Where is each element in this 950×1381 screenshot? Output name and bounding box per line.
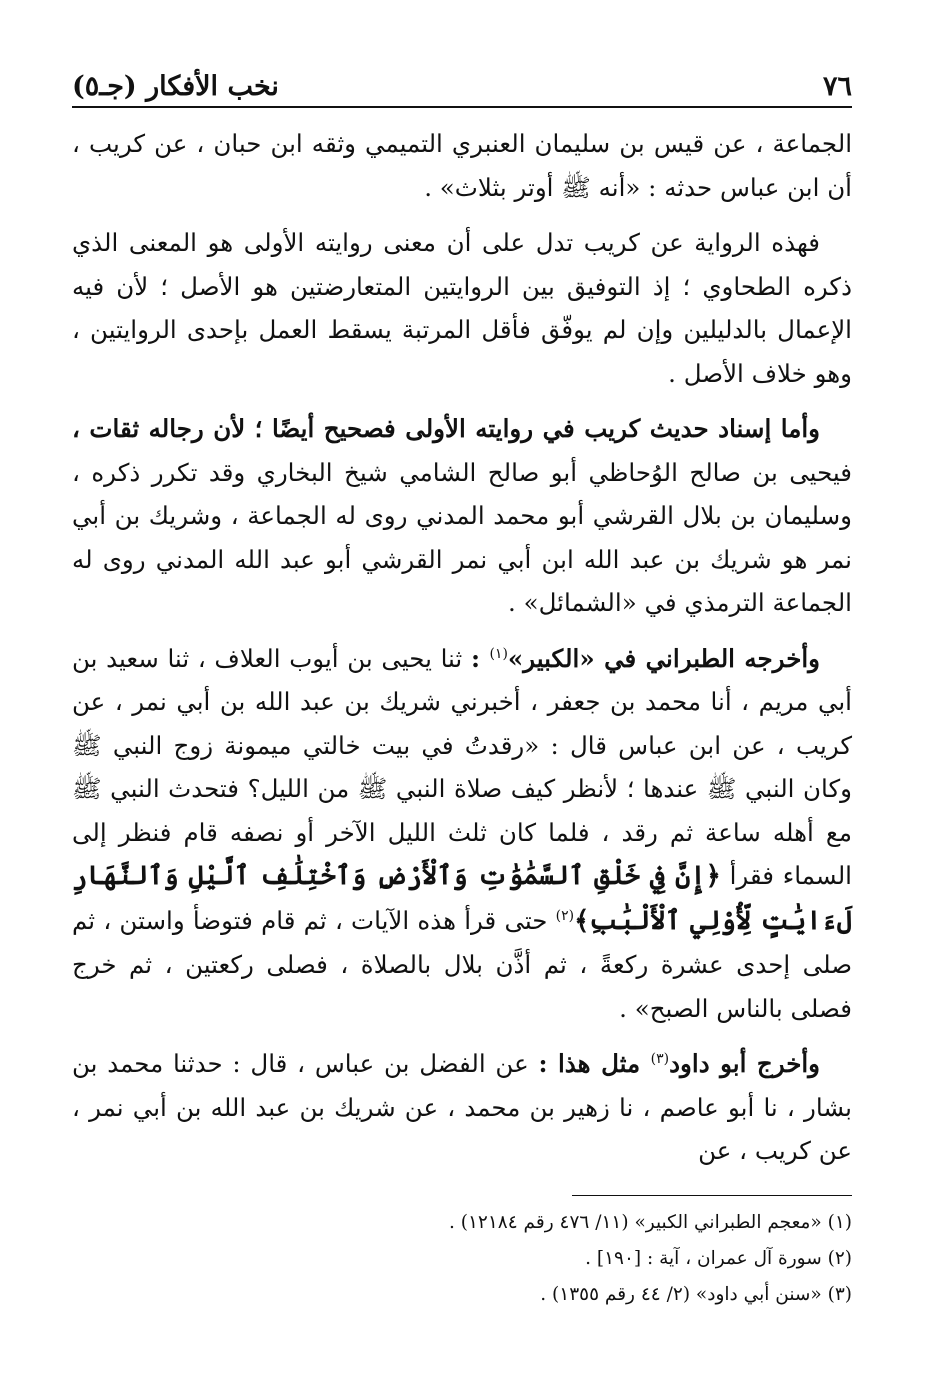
paragraph-lead: وأخرج أبو داود [669, 1049, 821, 1078]
paragraph-4 [72, 637, 852, 1031]
main-text [72, 122, 852, 1185]
footnote-rule [572, 1195, 852, 1196]
paragraph-lead-end: : [470, 643, 490, 673]
paragraph-1 [72, 122, 852, 209]
paragraph-text: ثنا يحيى بن أيوب العلاف ، ثنا سعيد بن أبي مريم ، أنا محمد بن جعفر ، أخبرني شريك بن عبد الله بن أبي نمر ، عن كريب ، عن ابن عباس قال : «رقدتُ في بيت خالتي ميمونة زوج النبي ﷺ وكان النبي ﷺ عندها ؛ لأنظر كيف صلاة النبي ﷺ من الليل؟ فتحدث النبي ﷺ مع أهله ساعة ثم رقد ، فلما كان ثلث الليل الآخر أو نصفه قام فنظر إلى السماء فقرأ [72, 643, 852, 890]
paragraph-lead-end: مثل هذا : [538, 1049, 651, 1078]
paragraph-text: فهذه الرواية عن كريب تدل على أن معنى روايته الأولى هو المعنى الذي ذكره الطحاوي ؛ إذ التوفيق بين الروايتين المتعارضتين هو الأصل ؛ لأن فيه الإعمال بالدليلين وإن لم يوفّق فأقل المرتبة يسقط العمل بإحدى الروايتين ، وهو خلاف الأصل . [72, 228, 852, 388]
paragraph-5 [72, 1042, 852, 1173]
book-title: نخب الأفكار (جـ٥) [72, 71, 279, 102]
page-header [72, 62, 852, 102]
footnote-ref-2[interactable]: (٢) [555, 907, 575, 924]
footnote-1: (١) «معجم الطبراني الكبير» (١١/ ٤٧٦ رقم ١٢١٨٤) . [449, 1212, 852, 1233]
footnotes [72, 1205, 852, 1313]
footnote-2: (٢) سورة آل عمران ، آية : [١٩٠] . [585, 1248, 852, 1269]
footnote-ref-1[interactable]: (١) [489, 645, 508, 662]
paragraph-3 [72, 407, 852, 625]
page-number: ٧٦ [822, 71, 852, 102]
paragraph-text: عن الفضل بن عباس ، قال : حدثنا محمد بن بشار ، نا أبو عاصم ، نا زهير بن محمد ، عن شريك بن عبد الله بن أبي نمر ، عن كريب ، عن [72, 1049, 852, 1165]
paragraph-2 [72, 221, 852, 395]
paragraph-text-continued: حتى قرأ هذه الآيات ، ثم قام فتوضأ واستن ، ثم صلى إحدى عشرة ركعةً ، ثم أذَّن بلال بالصلاة ، فصلى ركعتين ، ثم خرج فصلى بالناس الصبح» . [72, 905, 852, 1023]
quran-verse: ﴿إِنَّ فِي خَلْقِ ٱلسَّمَٰوَٰتِ وَٱلْأَرْضِ وَٱخْتِلَٰفِ ٱلَّيْلِ وَٱلنَّهَارِ لَءَايَٰتٍ لِّأُوْلِي ٱلْأَلْبَٰبِ﴾ [72, 861, 852, 936]
paragraph-text: الجماعة ، عن قيس بن سليمان العنبري التميمي وثقه ابن حبان ، عن كريب ، أن ابن عباس حدثه : «أنه ﷺ أوتر بثلاث» . [72, 129, 852, 202]
footnote-ref-3[interactable]: (٣) [650, 1050, 670, 1067]
paragraph-lead: وأما إسناد حديث كريب في روايته الأولى فصحيح أيضًا ؛ لأن رجاله ثقات ، [72, 414, 820, 443]
paragraph-lead: وأخرجه الطبراني في «الكبير» [507, 643, 820, 673]
paragraph-text: فيحيى بن صالح الوُحاظي أبو صالح الشامي شيخ البخاري وقد تكرر ذكره ، وسليمان بن بلال القرشي أبو محمد المدني روى له الجماعة ، وشريك بن أبي نمر هو شريك بن عبد الله ابن أبي نمر القرشي أبو عبد الله المدني روى له الجماعة الترمذي في «الشمائل» . [72, 457, 852, 617]
header-rule [72, 106, 852, 108]
footnote-3: (٣) «سنن أبي داود» (٢/ ٤٤ رقم ١٣٥٥) . [540, 1284, 852, 1305]
